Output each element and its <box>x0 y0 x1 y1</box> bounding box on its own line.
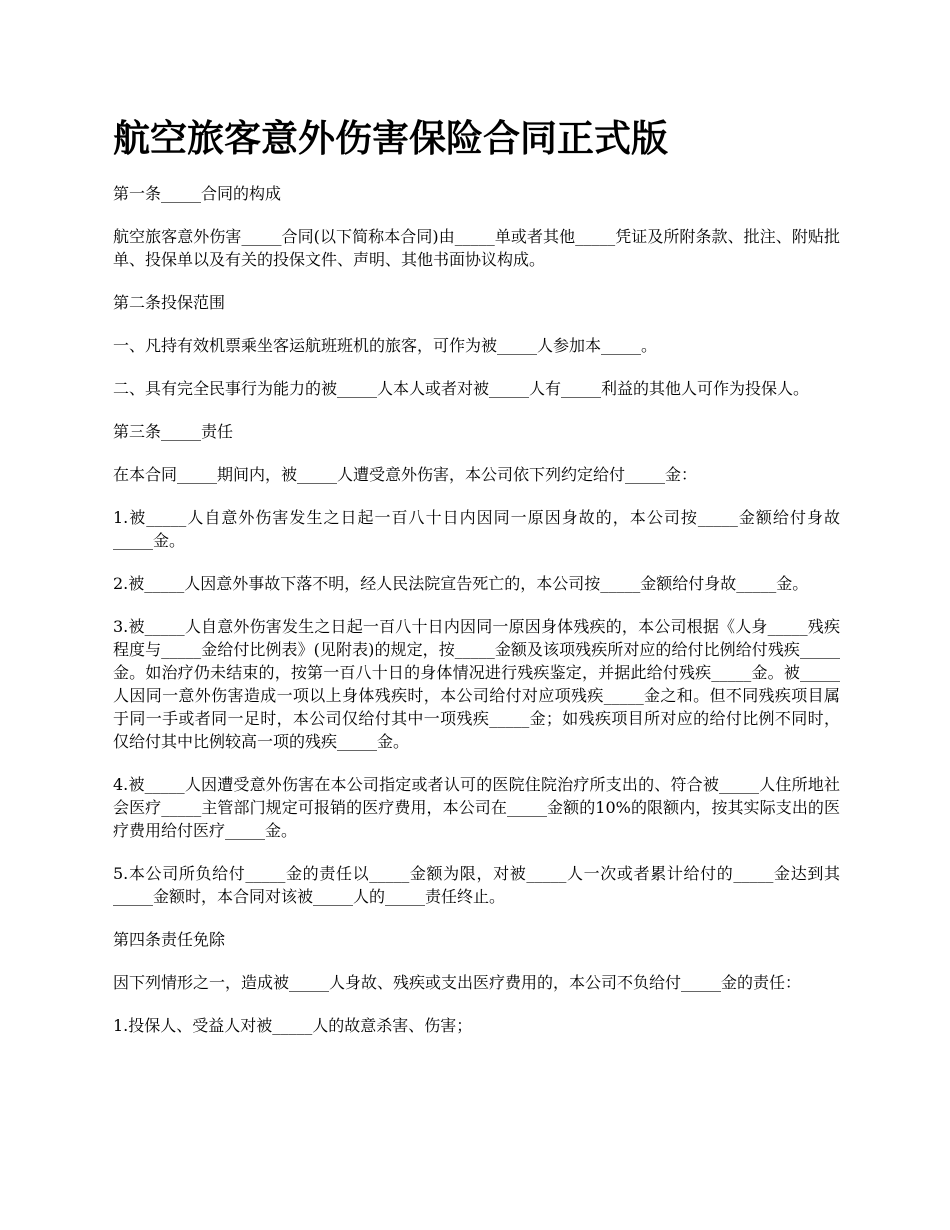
document-title: 航空旅客意外伤害保险合同正式版 <box>113 116 668 160</box>
article-3-intro: 在本合同_____期间内，被_____人遭受意外伤害，本公司依下列约定给付_____金： <box>113 465 698 484</box>
article-3-clause-1: 1.被_____人自意外伤害发生之日起一百八十日内因同一原因身故的，本公司按_____金额给付身故_____金。 <box>113 508 840 550</box>
article-3-heading: 第三条_____责任 <box>113 422 234 441</box>
article-3-clause-2: 2.被_____人因意外事故下落不明，经人民法院宣告死亡的，本公司按_____金额给付身故_____金。 <box>113 574 809 593</box>
article-4-intro: 因下列情形之一，造成被_____人身故、残疾或支出医疗费用的，本公司不负给付_____金的责任： <box>113 973 802 992</box>
article-4-clause-1: 1.投保人、受益人对被_____人的故意杀害、伤害； <box>113 1016 473 1035</box>
article-1-heading: 第一条_____合同的构成 <box>113 184 282 203</box>
article-2-item-1: 一、凡持有效机票乘坐客运航班班机的旅客，可作为被_____人参加本_____。 <box>113 336 658 355</box>
article-2-item-2: 二、具有完全民事行为能力的被_____人本人或者对被_____人有_____利益的其他人可作为投保人。 <box>113 379 810 398</box>
article-3-clause-4: 4.被_____人因遭受意外伤害在本公司指定或者认可的医院住院治疗所支出的、符合被_____人住所地社会医疗_____主管部门规定可报销的医疗费用，本公司在_____金额的10%的限额内，按其实际支出的医疗费用给付医疗_____金。 <box>113 775 840 840</box>
document-page <box>113 0 840 1037</box>
article-2-heading: 第二条投保范围 <box>113 293 226 312</box>
article-3-clause-5: 5.本公司所负给付_____金的责任以_____金额为限，对被_____人一次或者累计给付的_____金达到其_____金额时，本合同对该被_____人的_____责任终止。 <box>113 864 840 906</box>
article-1-body: 航空旅客意外伤害_____合同(以下简称本合同)由_____单或者其他_____凭证及所附条款、批注、附贴批单、投保单以及有关的投保文件、声明、其他书面协议构成。 <box>113 227 840 269</box>
article-3-clause-3: 3.被_____人自意外伤害发生之日起一百八十日内因同一原因身体残疾的，本公司根据《人身_____残疾程度与_____金给付比例表》(见附表)的规定，按_____金额及该项残疾所对应的给付比例给付残疾_____金。如治疗仍未结束的，按第一百八十日的身体情况进行残疾鉴定，并据此给付残疾_____金。被_____人因同一意外伤害造成一项以上身体残疾时，本公司给付对应项残疾_____金之和。但不同残疾项目属于同一手或者同一足时，本公司仅给付其中一项残疾_____金；如残疾项目所对应的给付比例不同时，仅给付其中比例较高一项的残疾_____金。 <box>113 617 840 751</box>
article-4-heading: 第四条责任免除 <box>113 930 226 949</box>
